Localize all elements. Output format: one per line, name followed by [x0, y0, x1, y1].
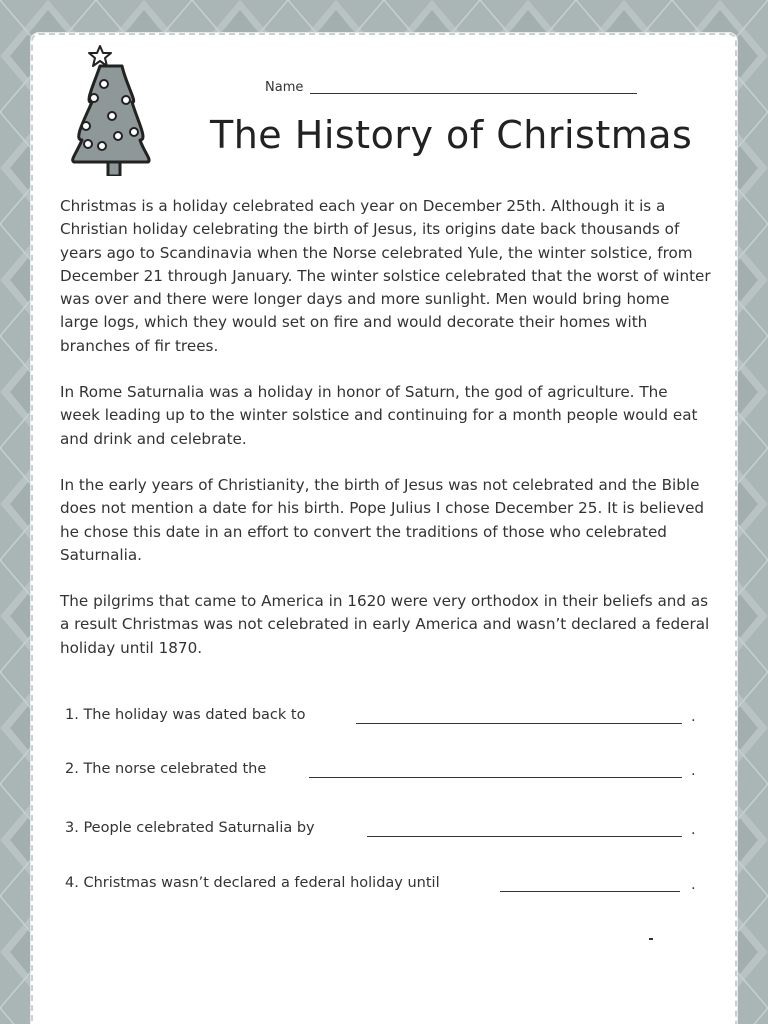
paragraph: In the early years of Christianity, the birth of Jesus was not celebrated and the Bible does not mention a date for his birth. Pope Julius I chose December 25. It is believed he chose this date in an effort to convert the traditions of those who celebrated Saturnalia.: [60, 475, 705, 564]
paragraph: The pilgrims that came to America in 1620 were very orthodox in their beliefs and as a result Christmas was not celebrated in early America and wasn’t declared a federal holiday until 1870.: [60, 592, 710, 657]
page-title: The History of Christmas: [210, 113, 693, 157]
answer-line[interactable]: [309, 777, 682, 778]
answer-line[interactable]: [500, 891, 680, 892]
question-text: 3. People celebrated Saturnalia by: [65, 820, 315, 836]
name-label: Name: [265, 80, 304, 95]
question-text: 1. The holiday was dated back to: [65, 707, 306, 723]
question-3: [65, 820, 705, 844]
name-field[interactable]: [265, 78, 645, 98]
answer-line[interactable]: [367, 836, 682, 837]
question-period: .: [691, 709, 696, 725]
question-2: [65, 761, 705, 785]
stray-mark: [649, 938, 653, 940]
name-input-line[interactable]: [310, 93, 637, 94]
question-text: 2. The norse celebrated the: [65, 761, 267, 777]
question-period: .: [691, 877, 696, 893]
answer-line[interactable]: [356, 723, 682, 724]
christmas-tree-icon: [68, 44, 154, 176]
paragraph: Christmas is a holiday celebrated each year on December 25th. Although it is a Christian holiday celebrating the birth of Jesus, its origins date back thousands of years ago to Scandinavia when the Norse celebrated Yule, the winter solstice, from December 21 through January. The winter solstice celebrated that the worst of winter was over and there were longer days and more sunlight. Men would bring home large logs, which they would set on fire and would decorate their homes with branches of fir trees.: [60, 197, 711, 355]
reading-passage: [60, 195, 712, 683]
question-period: .: [691, 763, 696, 779]
question-4: [65, 875, 705, 899]
question-1: [65, 707, 705, 731]
question-period: .: [691, 822, 696, 838]
question-text: 4. Christmas wasn’t declared a federal holiday until: [65, 875, 440, 891]
paragraph: In Rome Saturnalia was a holiday in honor of Saturn, the god of agriculture. The week leading up to the winter solstice and continuing for a month people would eat and drink and celebrate.: [60, 383, 698, 448]
